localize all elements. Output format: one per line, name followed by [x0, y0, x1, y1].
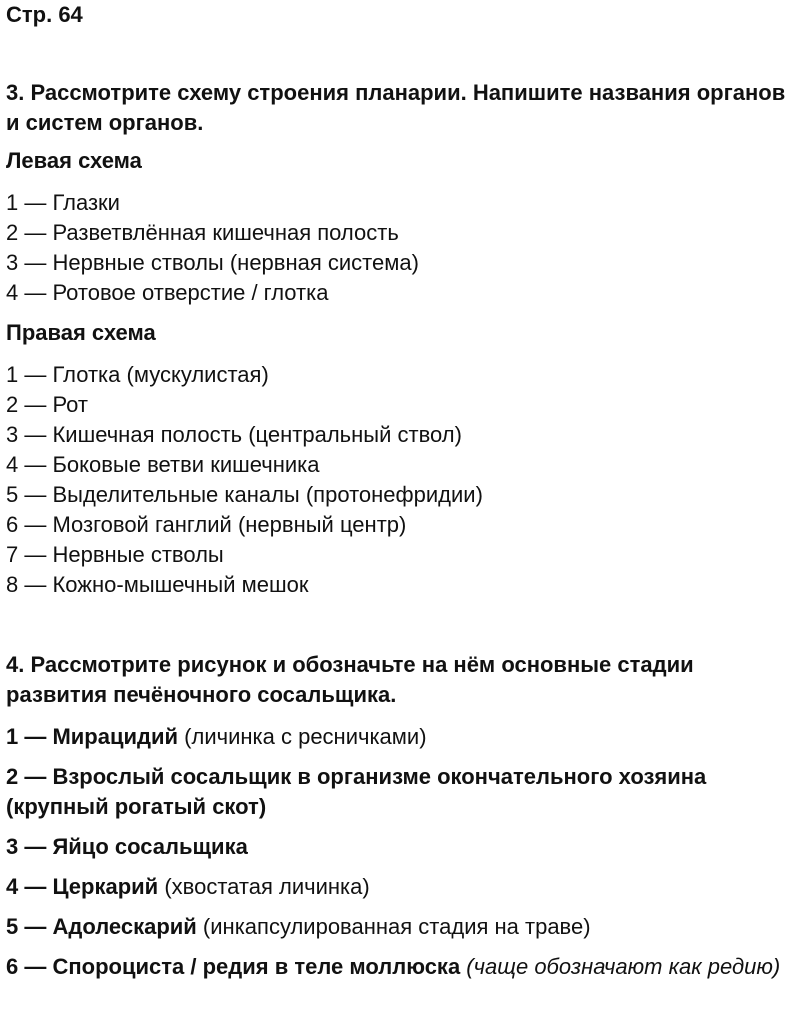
right-scheme-item-5: 5 — Выделительные каналы (протонефридии): [6, 482, 483, 507]
right-scheme-item-2: 2 — Рот: [6, 392, 88, 417]
left-scheme-item-2: 2 — Разветвлённая кишечная полость: [6, 220, 399, 245]
left-scheme-item-4: 4 — Ротовое отверстие / глотка: [6, 280, 329, 305]
answer-2-label: 2 — Взрослый сосальщик в организме окончательного хозяина (крупный рогатый скот): [6, 764, 707, 819]
right-scheme-item-8: 8 — Кожно-мышечный мешок: [6, 572, 309, 597]
right-scheme-item-6: 6 — Мозговой ганглий (нервный центр): [6, 512, 407, 537]
question-3-title: 3. Рассмотрите схему строения планарии. Напишите названия органов и систем органов.: [6, 80, 786, 135]
answer-1: [6, 722, 798, 752]
answer-6: [6, 952, 798, 982]
answer-6-label: 6 — Спороциста / редия в теле моллюска: [6, 954, 461, 979]
left-scheme-item-1: 1 — Глазки: [6, 190, 120, 215]
answer-2: [6, 762, 798, 822]
page-number: Стр. 64: [6, 2, 83, 27]
answer-6-note: (чаще обозначают как редию): [460, 954, 781, 979]
answer-5-label: 5 — Адолескарий: [6, 914, 197, 939]
right-scheme-item-1: 1 — Глотка (мускулистая): [6, 362, 269, 387]
right-scheme-item-3: 3 — Кишечная полость (центральный ствол): [6, 422, 462, 447]
answer-4: [6, 872, 798, 902]
left-scheme-heading: Левая схема: [6, 148, 142, 173]
left-scheme-item-3: 3 — Нервные стволы (нервная система): [6, 250, 419, 275]
right-scheme-heading: Правая схема: [6, 320, 156, 345]
answer-3: [6, 832, 798, 862]
right-scheme-item-7: 7 — Нервные стволы: [6, 542, 224, 567]
right-scheme-item-4: 4 — Боковые ветви кишечника: [6, 452, 320, 477]
answer-1-note: (личинка с ресничками): [178, 724, 427, 749]
answer-4-note: (хвостатая личинка): [158, 874, 370, 899]
answer-4-label: 4 — Церкарий: [6, 874, 159, 899]
answer-5: [6, 912, 798, 942]
question-4-title: 4. Рассмотрите рисунок и обозначьте на нём основные стадии развития печёночного сосальщика.: [6, 652, 694, 707]
answer-3-label: 3 — Яйцо сосальщика: [6, 834, 248, 859]
answer-1-label: 1 — Мирацидий: [6, 724, 179, 749]
answer-5-note: (инкапсулированная стадия на траве): [196, 914, 591, 939]
